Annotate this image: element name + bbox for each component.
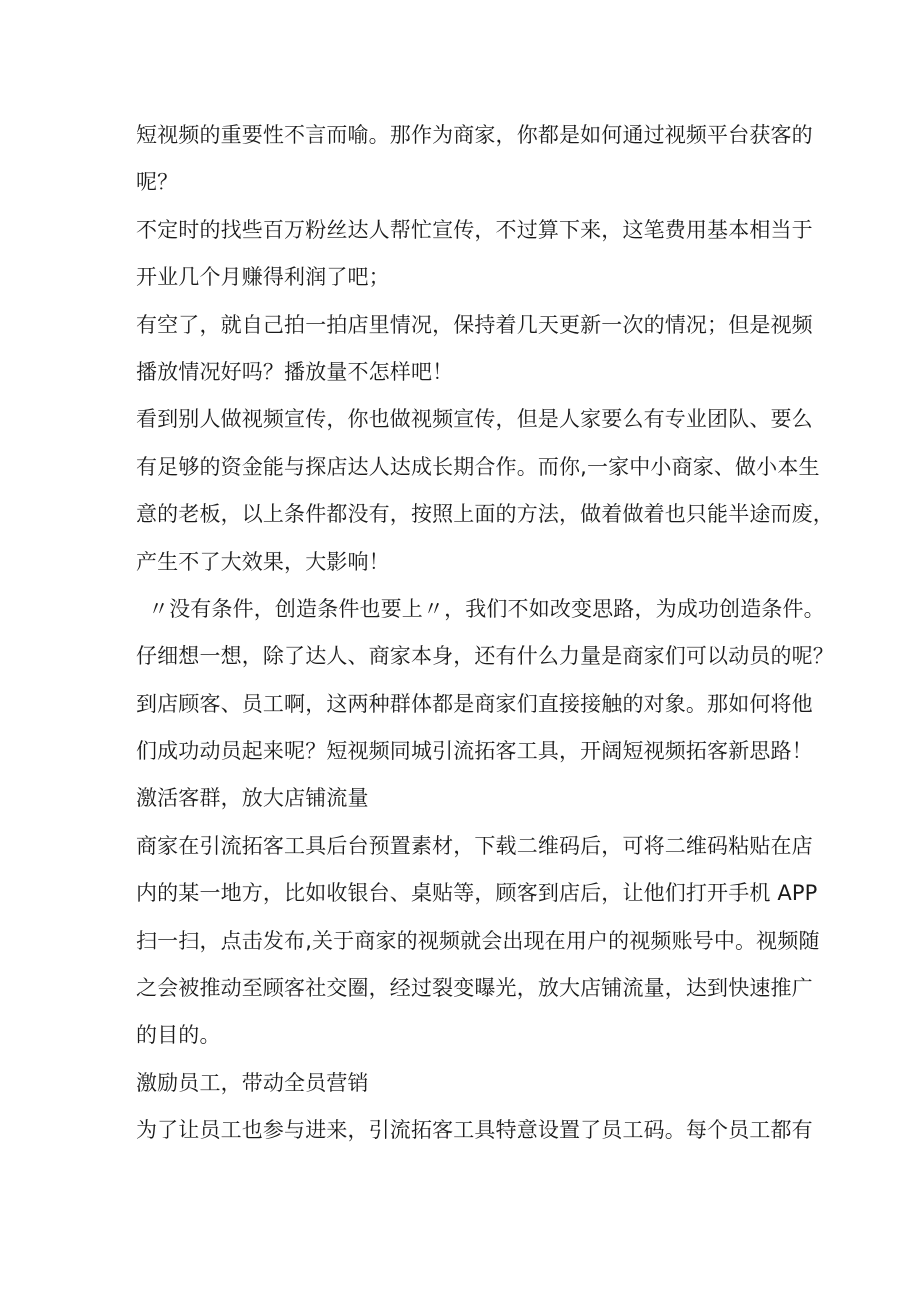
text-line: 为了让员工也参与进来，引流拓客工具特意设置了员工码。每个员工都有 <box>136 1118 813 1143</box>
body-text <box>136 112 834 1155</box>
text-line: 扫一扫，点击发布,关于商家的视频就会出现在用户的视频账号中。视频随 <box>136 928 820 953</box>
text-line: 内的某一地方，比如收银台、桌贴等，顾客到店后，让他们打开手机 APP <box>136 881 818 906</box>
text-line: 们成功动员起来呢？短视频同城引流拓客工具，开阔短视频拓客新思路！ <box>136 739 813 764</box>
text-line: 产生不了大效果，大影响！ <box>136 549 390 574</box>
text-line: 播放情况好吗？播放量不怎样吧！ <box>136 359 454 384</box>
text-line: 仔细想一想，除了达人、商家本身，还有什么力量是商家们可以动员的呢？ <box>136 644 834 669</box>
text-line: 看到别人做视频宣传，你也做视频宣传，但是人家要么有专业团队、要么 <box>136 407 813 432</box>
text-line: 商家在引流拓客工具后台预置素材，下载二维码后，可将二维码粘贴在店 <box>136 833 813 858</box>
text-line: 短视频的重要性不言而喻。那作为商家，你都是如何通过视频平台获客的 <box>136 123 813 147</box>
text-line: 到店顾客、员工啊，这两种群体都是商家们直接接触的对象。那如何将他 <box>136 691 813 716</box>
section-heading: 激活客群，放大店铺流量 <box>136 786 369 811</box>
section-heading: 激励员工，带动全员营销 <box>136 1070 369 1095</box>
text-line: 不定时的找些百万粉丝达人帮忙宣传，不过算下来，这笔费用基本相当于 <box>136 217 813 242</box>
text-line: 意的老板，以上条件都没有，按照上面的方法，做着做着也只能半途而废， <box>136 502 834 527</box>
text-line: 呢？ <box>136 170 179 195</box>
text-line: 开业几个月赚得利润了吧； <box>136 265 390 290</box>
text-line: 之会被推动至顾客社交圈，经过裂变曝光，放大店铺流量，达到快速推广 <box>136 976 813 1001</box>
text-line: 〃没有条件，创造条件也要上〃，我们不如改变思路，为成功创造条件。 <box>148 596 825 621</box>
text-line: 有空了，就自己拍一拍店里情况，保持着几天更新一次的情况；但是视频 <box>136 312 813 337</box>
text-line: 有足够的资金能与探店达人达成长期合作。而你,一家中小商家、做小本生 <box>136 454 820 479</box>
text-line: 的目的。 <box>136 1023 221 1048</box>
